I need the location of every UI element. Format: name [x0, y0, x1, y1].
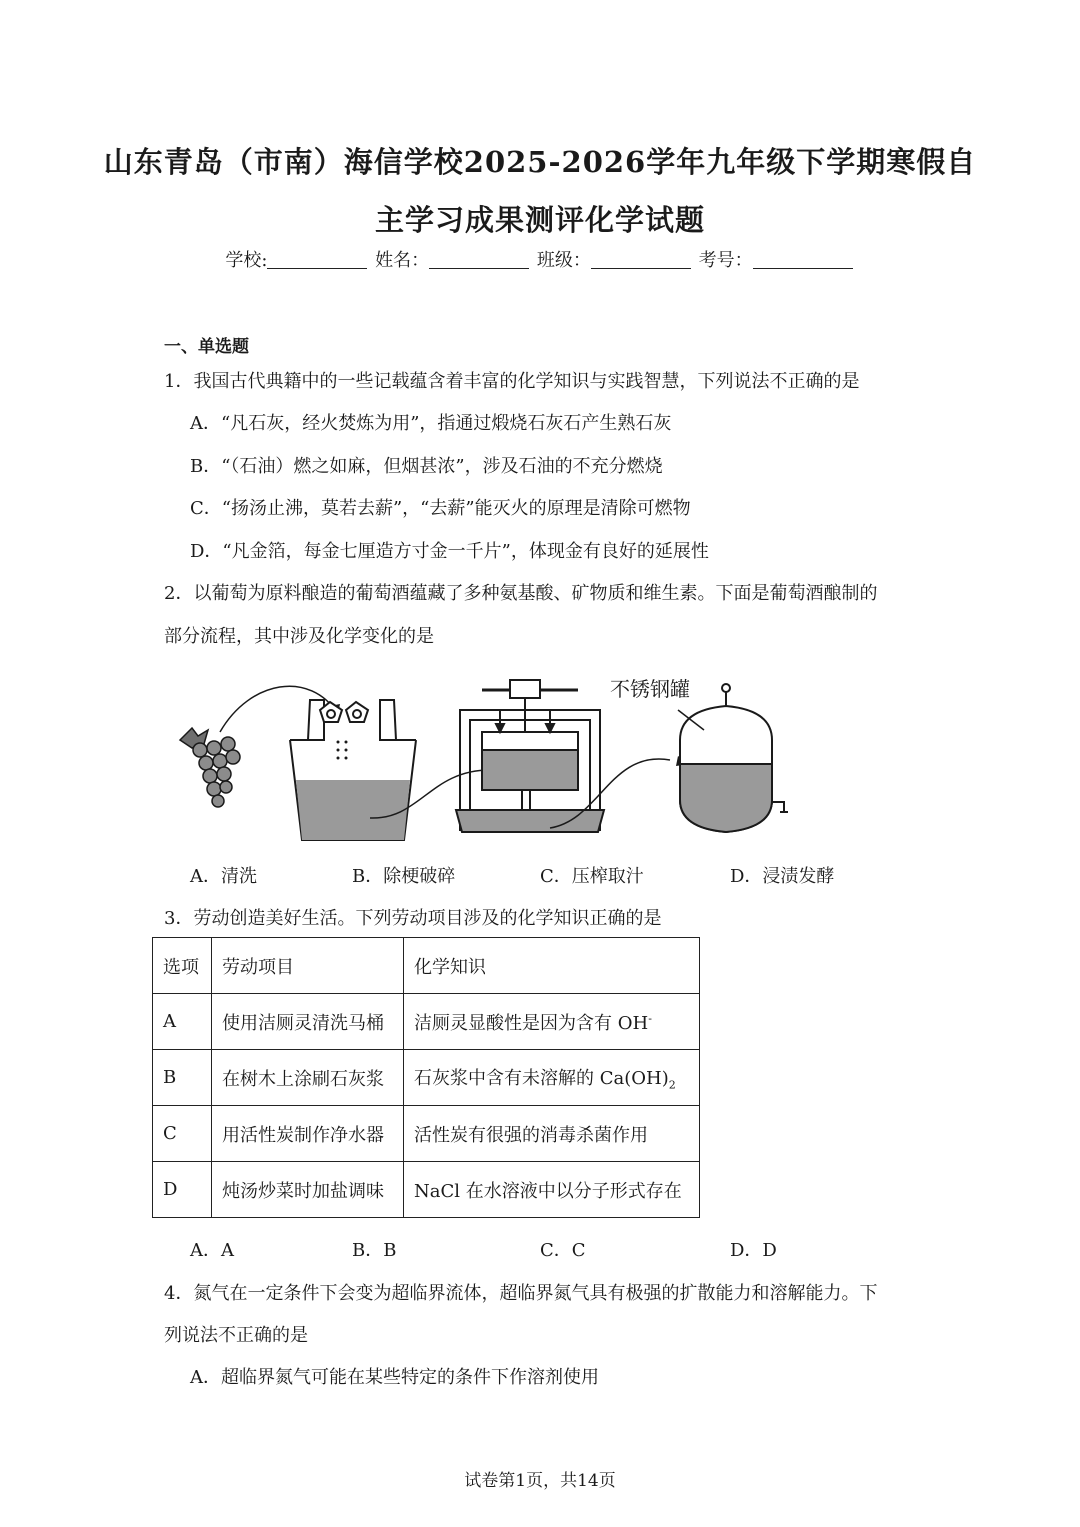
- q2-option-d: D．浸渍发酵: [730, 866, 835, 887]
- title-line-1: 山东青岛（市南）海信学校2025-2026学年九年级下学期寒假自: [103, 145, 977, 179]
- school-label: 学校:: [225, 250, 268, 271]
- winemaking-process-figure: [170, 670, 810, 850]
- header-option: 选项: [153, 938, 212, 994]
- row-knowledge-cell: [404, 994, 700, 1050]
- title-line-2: 主学习成果测评化学试题: [374, 203, 705, 237]
- row-knowledge: 石灰浆中含有未溶解的 Ca(OH): [414, 1067, 669, 1089]
- q1-option-b: B．“（石油）燃之如麻，但烟甚浓”，涉及石油的不充分燃烧: [190, 456, 663, 477]
- page-footer: 试卷第1页，共14页: [464, 1471, 616, 1491]
- row-project: 在树木上涂刷石灰浆: [212, 1050, 404, 1106]
- q1-option-c: C．“扬汤止沸，莫若去薪”，“去薪”能灭火的原理是清除可燃物: [190, 498, 691, 519]
- wine-press-icon: [456, 680, 604, 832]
- q2-option-a: A．清洗: [190, 866, 257, 887]
- q3-option-d: D．D: [730, 1240, 777, 1261]
- q2-stem-line-2: 部分流程，其中涉及化学变化的是: [164, 626, 434, 647]
- crusher-tank-icon: [290, 700, 416, 840]
- exam-number-label: 考号：: [698, 250, 753, 271]
- header-knowledge: 化学知识: [404, 938, 700, 994]
- q4-stem-line-1: 4．氮气在一定条件下会变为超临界流体，超临界氮气具有极强的扩散能力和溶解能力。下: [164, 1283, 878, 1304]
- q3-stem: 3．劳动创造美好生活。下列劳动项目涉及的化学知识正确的是: [164, 908, 662, 929]
- grape-bunch-icon: [180, 728, 240, 807]
- stainless-steel-tank-icon: [678, 684, 788, 832]
- q2-stem-line-1: 2．以葡萄为原料酿造的葡萄酒蕴藏了多种氨基酸、矿物质和维生素。下面是葡萄酒酿制的: [164, 583, 878, 604]
- row-knowledge-cell: [404, 1050, 700, 1106]
- table-row: [153, 1162, 700, 1218]
- row-knowledge: 活性炭有很强的消毒杀菌作用: [404, 1106, 700, 1162]
- section-title: 一、单选题: [164, 337, 249, 357]
- row-knowledge: 洁厕灵显酸性是因为含有 OH: [414, 1012, 649, 1034]
- q4-stem-line-2: 列说法不正确的是: [164, 1325, 308, 1346]
- name-blank[interactable]: [429, 250, 529, 269]
- row-option: D: [153, 1162, 212, 1218]
- school-blank[interactable]: [267, 250, 367, 269]
- q3-option-b: B．B: [352, 1240, 397, 1261]
- exam-number-blank[interactable]: [753, 250, 853, 269]
- table-row: [153, 1050, 700, 1106]
- row-option: A: [153, 994, 212, 1050]
- name-label: 姓名：: [375, 250, 430, 271]
- student-info-line: [0, 246, 1080, 272]
- class-label: 班级：: [536, 250, 591, 271]
- q3-option-c: C．C: [540, 1240, 586, 1261]
- q3-table: [152, 937, 700, 1218]
- q1-option-a: A．“凡石灰，经火焚炼为用”，指通过煅烧石灰石产生熟石灰: [190, 413, 672, 434]
- q2-option-b: B．除梗破碎: [352, 866, 456, 887]
- row-option: C: [153, 1106, 212, 1162]
- row-knowledge: NaCl 在水溶液中以分子形式存在: [404, 1162, 700, 1218]
- table-row: [153, 994, 700, 1050]
- q1-option-d: D．“凡金箔，每金七厘造方寸金一千片”，体现金有良好的延展性: [190, 541, 709, 562]
- subscript: 2: [668, 1078, 676, 1092]
- header-project: 劳动项目: [212, 938, 404, 994]
- q2-option-c: C．压榨取汁: [540, 866, 644, 887]
- q4-option-a: A．超临界氮气可能在某些特定的条件下作溶剂使用: [190, 1367, 599, 1388]
- table-header-row: [153, 938, 700, 994]
- row-project: 炖汤炒菜时加盐调味: [212, 1162, 404, 1218]
- superscript: -: [648, 1011, 652, 1025]
- row-project: 用活性炭制作净水器: [212, 1106, 404, 1162]
- class-blank[interactable]: [591, 250, 691, 269]
- q1-stem: 1．我国古代典籍中的一些记载蕴含着丰富的化学知识与实践智慧，下列说法不正确的是: [164, 371, 860, 392]
- row-project: 使用洁厕灵清洗马桶: [212, 994, 404, 1050]
- q3-option-a: A．A: [190, 1240, 234, 1261]
- row-option: B: [153, 1050, 212, 1106]
- tank-label: 不锈钢罐: [610, 679, 690, 701]
- table-row: [153, 1106, 700, 1162]
